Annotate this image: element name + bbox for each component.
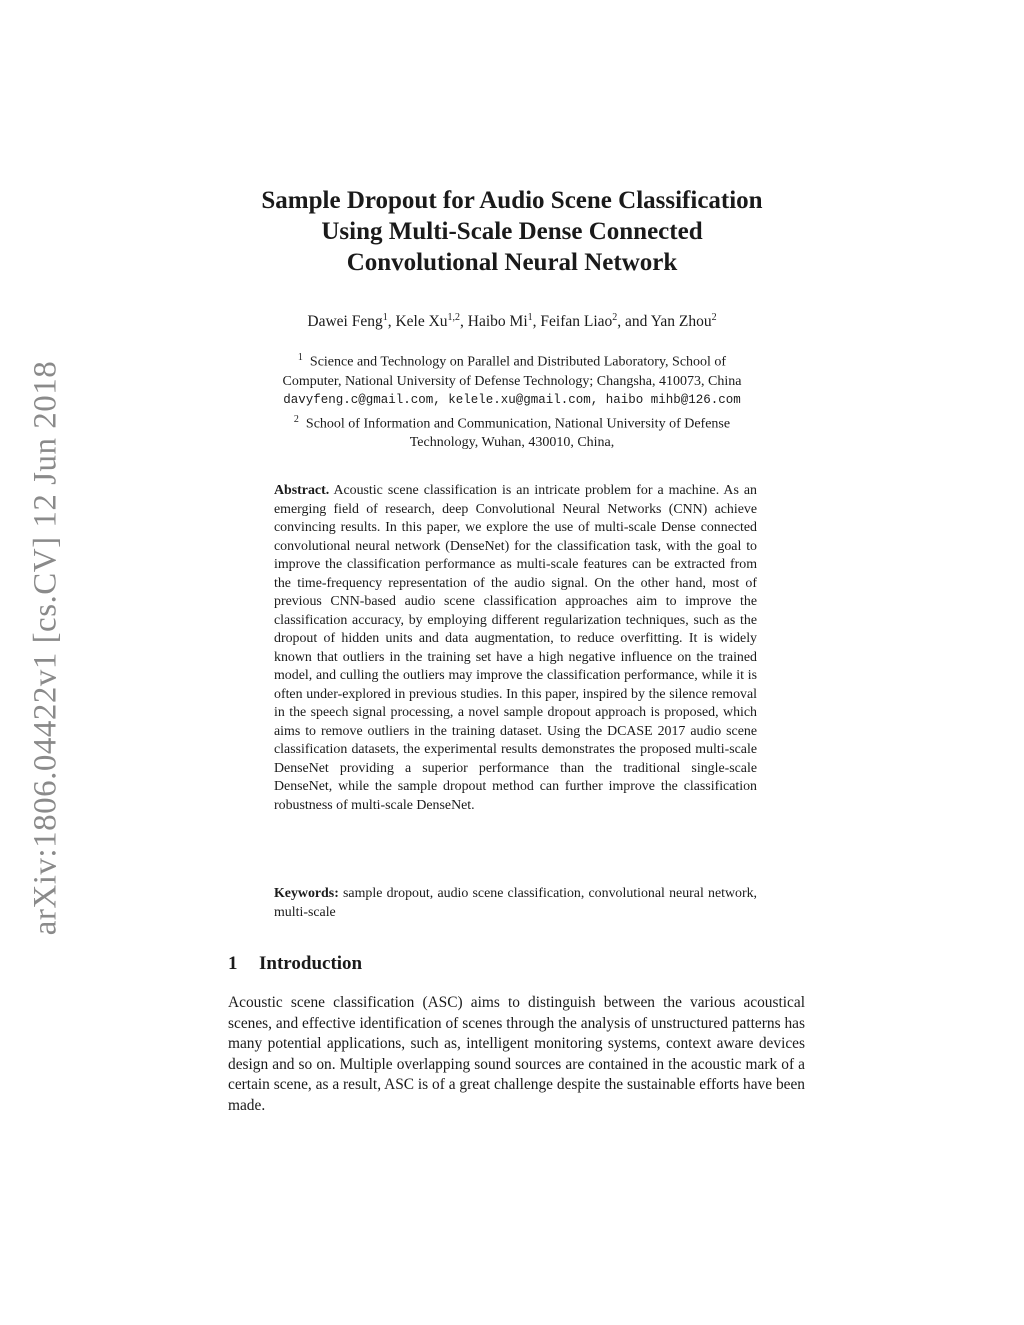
abstract xyxy=(274,482,757,815)
introduction-paragraph: Acoustic scene classification (ASC) aims to distinguish between the various acoustical scenes, and effective identification of scenes through the analysis of unstructured patterns has many potential applications, such as, intelligent monitoring systems, context aware devices design and so on. Multiple overlapping sound sources are contained in the acoustic mark of a certain scene, as a result, ASC is of a great challenge despite the sustainable efforts have been made. xyxy=(228,994,805,1114)
title-line-2: Using Multi-Scale Dense Connected xyxy=(321,218,703,245)
author-emails: davyfeng.c@gmail.com, kelele.xu@gmail.com, haibo mihb@126.com xyxy=(283,392,741,407)
affiliation-2-mark: 2 xyxy=(293,413,299,425)
affiliation-1-text: Science and Technology on Parallel and Distributed Laboratory, School of xyxy=(309,354,727,370)
abstract-text: Acoustic scene classification is an intricate problem for a machine. As an emerging field of research, deep Convolutional Neural Networks (CNN) achieve convincing results. In this paper, we explore the use of multi-scale Dense connected convolutional neural network (DenseNet) for the classification task, with the goal to improve the classification performance as multi-scale features can be extracted from the time-frequency representation of the audio signal. On the other hand, most of previous CNN-based audio scene classification approaches aim to improve the classification accuracy, by employing different regularization techniques, such as the dropout of hidden units and data augmentation, to reduce overfitting. It is widely known that outliers in the training set have a high negative influence on the trained model, and culling the outliers may improve the classification performance, while it is often under-explored in previous studies. In this paper, inspired by the silence removal in the speech signal processing, a novel sample dropout approach is proposed, which aims to remove outliers in the training dataset. Using the DCASE 2017 audio scene classification datasets, the experimental results demonstrates the proposed multi-scale DenseNet providing a superior performance than the traditional single-scale DenseNet, while the sample dropout method can further improve the classification robustness of multi-scale DenseNet. xyxy=(274,483,757,813)
author-separator: , xyxy=(387,313,396,331)
keywords-text: sample dropout, audio scene classification, convolutional neural network, multi-scale xyxy=(274,886,757,920)
author-separator: , xyxy=(532,313,541,331)
author-name: Kele Xu xyxy=(395,313,448,331)
section-title: Introduction xyxy=(259,953,363,974)
title-line-1: Sample Dropout for Audio Scene Classification xyxy=(261,187,763,214)
affiliation-1-line-2: Computer, National University of Defense Technology; Changsha, 410073, China xyxy=(282,373,742,389)
author-list xyxy=(0,312,1024,331)
section-heading-introduction xyxy=(228,953,362,975)
author-name: Dawei Feng xyxy=(307,313,383,331)
author-affiliation-mark: 1 xyxy=(382,312,388,323)
title-line-3: Convolutional Neural Network xyxy=(346,249,678,276)
abstract-label: Abstract. xyxy=(274,483,330,498)
affiliations xyxy=(0,348,1024,452)
affiliation-2-text: School of Information and Communication, National University of Defense xyxy=(305,416,731,432)
affiliation-2-line-2: Technology, Wuhan, 430010, China, xyxy=(409,435,615,451)
author-name: Feifan Liao xyxy=(540,313,613,331)
arxiv-identifier-stamp: arXiv:1806.04422v1 [cs.CV] 12 Jun 2018 xyxy=(27,360,64,936)
author-affiliation-mark: 1,2 xyxy=(447,312,461,323)
affiliation-2-line-1 xyxy=(0,410,1024,434)
affiliation-1-mark: 1 xyxy=(297,352,303,363)
author-separator: , xyxy=(460,313,468,331)
keywords xyxy=(274,885,757,922)
paper-title xyxy=(0,185,1024,278)
author-name: Haibo Mi xyxy=(467,313,528,331)
keywords-label: Keywords: xyxy=(274,886,339,901)
author-affiliation-mark: 2 xyxy=(612,312,618,323)
author-name: Yan Zhou xyxy=(650,313,712,331)
author-affiliation-mark: 1 xyxy=(527,312,533,323)
section-number: 1 xyxy=(228,953,238,974)
author-separator: , and xyxy=(617,313,651,331)
affiliation-1-line-1 xyxy=(0,348,1024,372)
author-affiliation-mark: 2 xyxy=(711,312,717,323)
